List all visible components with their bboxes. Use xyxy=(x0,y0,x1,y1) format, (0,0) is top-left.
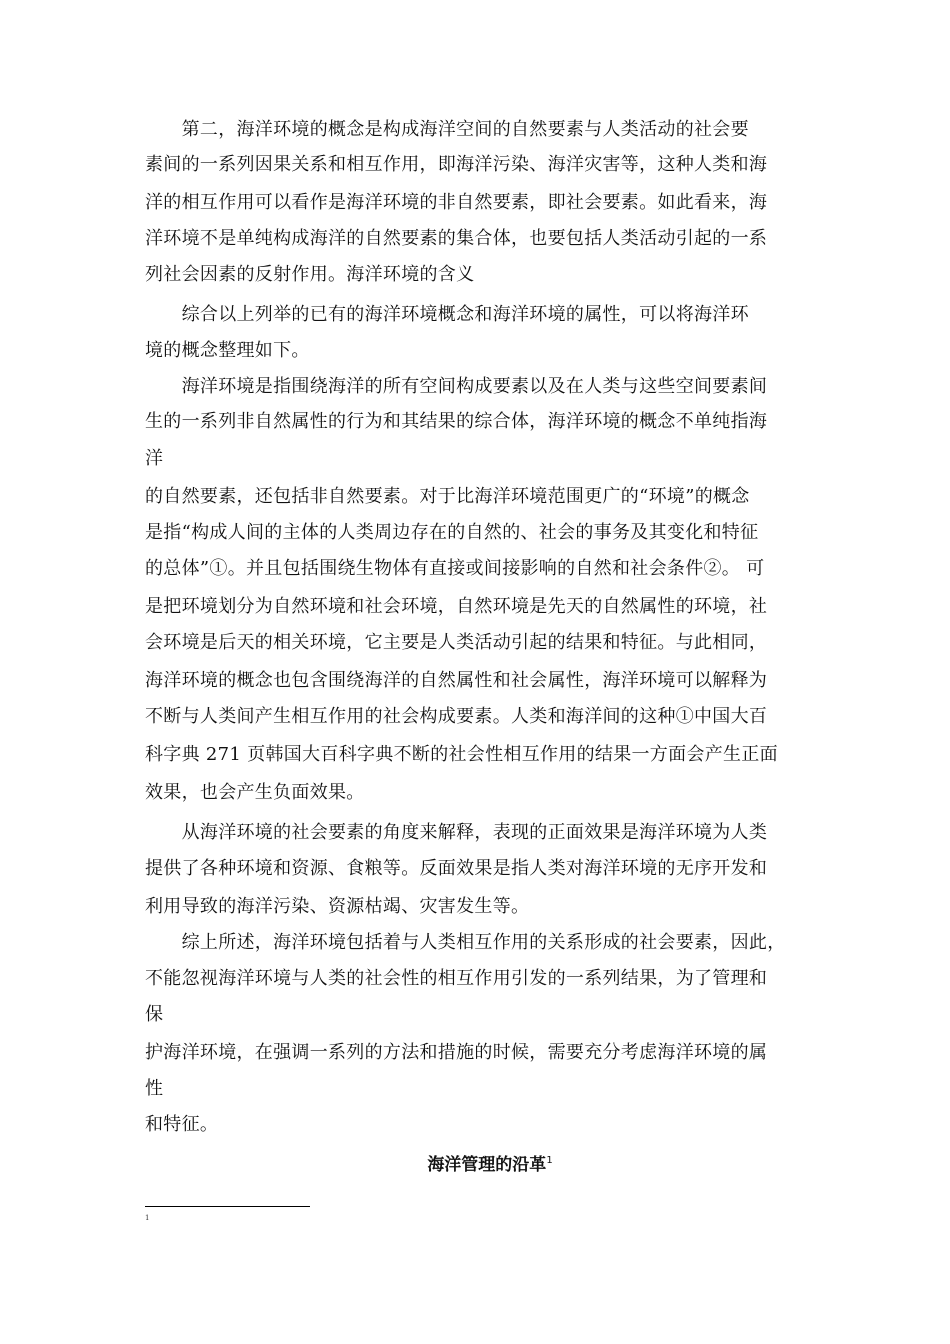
body-text-line: 第二，海洋环境的概念是构成海洋空间的自然要素与人类活动的社会要 xyxy=(145,119,749,140)
footnote-marker: 1 xyxy=(145,1214,150,1222)
body-text-line: 海洋环境是指围绕海洋的所有空间构成要素以及在人类与这些空间要素间 xyxy=(145,376,768,397)
footnote-reference: 1 xyxy=(546,1155,553,1166)
body-text-line: 会环境是后天的相关环境，它主要是人类活动引起的结果和特征。与此相同， xyxy=(145,632,768,653)
body-text-line: 提供了各种环境和资源、食粮等。反面效果是指人类对海洋环境的无序开发和 xyxy=(145,858,768,879)
body-text-line: 生的一系列非自然属性的行为和其结果的综合体，海洋环境的概念不单纯指海 xyxy=(145,411,768,432)
body-text-line: 从海洋环境的社会要素的角度来解释，表现的正面效果是海洋环境为人类 xyxy=(145,822,768,843)
body-text-line: 洋环境不是单纯构成海洋的自然要素的集合体，也要包括人类活动引起的一系 xyxy=(145,228,768,249)
body-text-line: 综合以上列举的已有的海洋环境概念和海洋环境的属性，可以将海洋环 xyxy=(145,304,749,325)
section-heading xyxy=(0,1146,950,1180)
section-heading-text: 海洋管理的沿革 xyxy=(427,1155,547,1175)
body-text-line: 是指“构成人间的主体的人类周边存在的自然的、社会的事务及其变化和特征 xyxy=(145,522,759,543)
body-text-line: 不能忽视海洋环境与人类的社会性的相互作用引发的一系列结果，为了管理和 xyxy=(145,968,768,989)
body-text-line: 的总体”①。并且包括围绕生物体有直接或间接影响的自然和社会条件②。 可 xyxy=(145,558,765,579)
footnote-separator xyxy=(145,1206,310,1207)
body-text-line: 综上所述，海洋环境包括着与人类相互作用的关系形成的社会要素，因此， xyxy=(145,932,786,953)
body-text-line: 性 xyxy=(145,1078,164,1099)
body-text-line: 列社会因素的反射作用。海洋环境的含义 xyxy=(145,264,475,285)
body-text-line: 素间的一系列因果关系和相互作用，即海洋污染、海洋灾害等，这种人类和海 xyxy=(145,154,768,175)
body-text-line: 洋 xyxy=(145,448,164,469)
body-text-line: 科字典 271 页韩国大百科字典不断的社会性相互作用的结果一方面会产生正面 xyxy=(145,744,778,765)
body-text-line: 洋的相互作用可以看作是海洋环境的非自然要素，即社会要素。如此看来，海 xyxy=(145,192,768,213)
body-text-line: 海洋环境的概念也包含围绕海洋的自然属性和社会属性，海洋环境可以解释为 xyxy=(145,670,768,691)
body-text-line: 效果，也会产生负面效果。 xyxy=(145,782,365,803)
body-text-line: 境的概念整理如下。 xyxy=(145,340,310,361)
body-text-line: 的自然要素，还包括非自然要素。对于比海洋环境范围更广的“环境”的概念 xyxy=(145,486,750,507)
body-text-line: 是把环境划分为自然环境和社会环境，自然环境是先天的自然属性的环境，社 xyxy=(145,596,768,617)
body-text-line: 护海洋环境，在强调一系列的方法和措施的时候，需要充分考虑海洋环境的属 xyxy=(145,1042,768,1063)
body-text-line: 不断与人类间产生相互作用的社会构成要素。人类和海洋间的这种①中国大百 xyxy=(145,706,768,727)
body-text-line: 和特征。 xyxy=(145,1114,219,1135)
body-text-line: 利用导致的海洋污染、资源枯竭、灾害发生等。 xyxy=(145,896,530,917)
body-text-line: 保 xyxy=(145,1004,164,1025)
